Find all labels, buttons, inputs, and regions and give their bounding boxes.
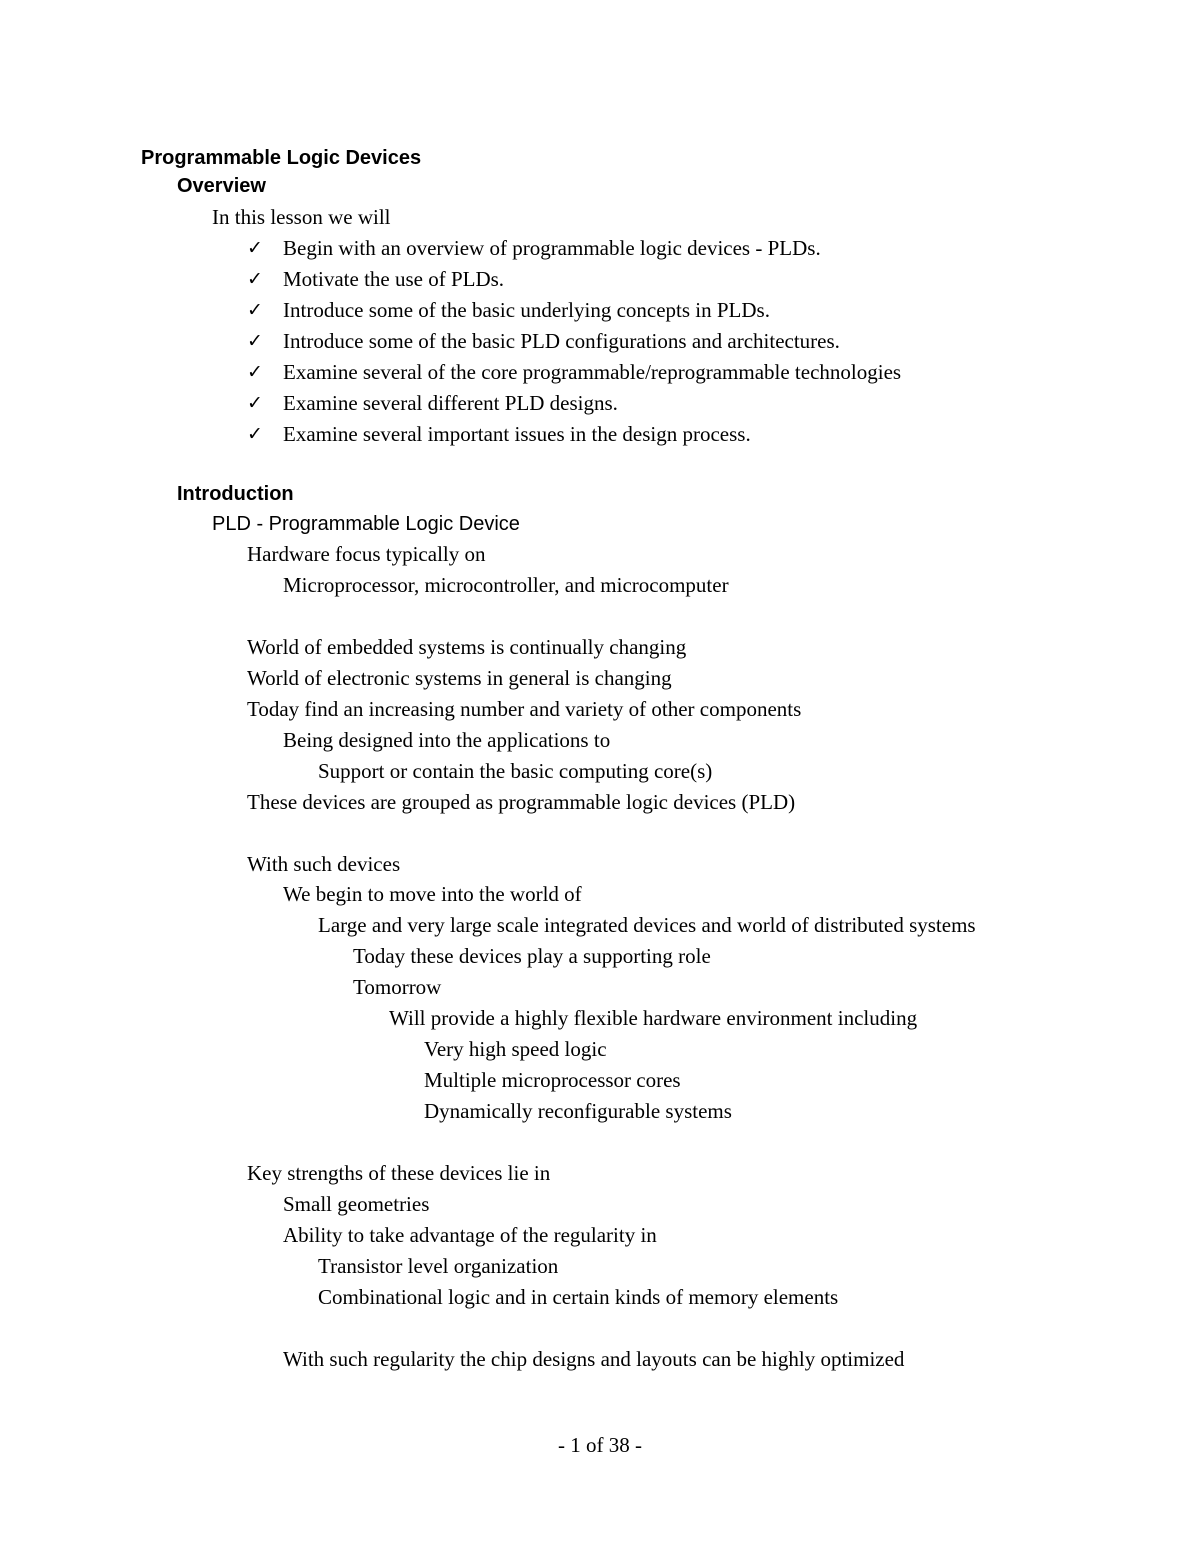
document-title: Programmable Logic Devices (141, 147, 422, 169)
list-item-text: Begin with an overview of programmable logic devices - PLDs. (283, 236, 821, 260)
outline-line: Transistor level organization (318, 1254, 559, 1278)
outline-line: Ability to take advantage of the regularity in (283, 1223, 657, 1247)
outline-line: Microprocessor, microcontroller, and microcomputer (283, 573, 729, 597)
outline-line: Hardware focus typically on (247, 542, 486, 566)
outline-line: With such regularity the chip designs and layouts can be highly optimized (283, 1347, 905, 1371)
outline-line: With such devices (247, 852, 401, 876)
outline-line: Large and very large scale integrated devices and world of distributed systems (318, 913, 976, 937)
outline-line: Very high speed logic (424, 1037, 607, 1061)
checkmark-icon: ✓ (247, 268, 263, 290)
list-item-text: Examine several different PLD designs. (283, 391, 618, 415)
list-item-text: Examine several of the core programmable/reprogrammable technologies (283, 360, 902, 384)
checkmark-icon: ✓ (247, 361, 263, 383)
outline-line: PLD - Programmable Logic Device (212, 513, 520, 535)
outline-line: World of embedded systems is continually changing (247, 635, 687, 659)
outline-line: Today find an increasing number and variety of other components (247, 697, 802, 721)
list-item-text: Introduce some of the basic underlying concepts in PLDs. (283, 298, 770, 322)
outline-line: World of electronic systems in general is changing (247, 666, 672, 690)
outline-line: Tomorrow (353, 975, 442, 999)
outline-line: Today these devices play a supporting role (353, 944, 711, 968)
outline-line: These devices are grouped as programmable logic devices (PLD) (247, 790, 796, 814)
page-number: - 1 of 38 - (558, 1433, 642, 1457)
checkmark-icon: ✓ (247, 237, 263, 259)
checkmark-icon: ✓ (247, 299, 263, 321)
list-item-text: Introduce some of the basic PLD configurations and architectures. (283, 329, 840, 353)
outline-line: Support or contain the basic computing core(s) (318, 759, 713, 783)
introduction-heading: Introduction (177, 483, 294, 505)
outline-line: Will provide a highly flexible hardware environment including (389, 1006, 918, 1030)
outline-line: Multiple microprocessor cores (424, 1068, 681, 1092)
checkmark-icon: ✓ (247, 423, 263, 445)
overview-heading: Overview (177, 175, 266, 197)
outline-line: Dynamically reconfigurable systems (424, 1099, 732, 1123)
checkmark-icon: ✓ (247, 330, 263, 352)
outline-line: Small geometries (283, 1192, 430, 1216)
outline-line: Combinational logic and in certain kinds of memory elements (318, 1285, 839, 1309)
list-item-text: Motivate the use of PLDs. (283, 267, 505, 291)
overview-intro: In this lesson we will (212, 205, 391, 229)
outline-line: Key strengths of these devices lie in (247, 1161, 551, 1185)
list-item-text: Examine several important issues in the design process. (283, 422, 751, 446)
outline-line: Being designed into the applications to (283, 728, 611, 752)
outline-line: We begin to move into the world of (283, 882, 582, 906)
checkmark-icon: ✓ (247, 392, 263, 414)
